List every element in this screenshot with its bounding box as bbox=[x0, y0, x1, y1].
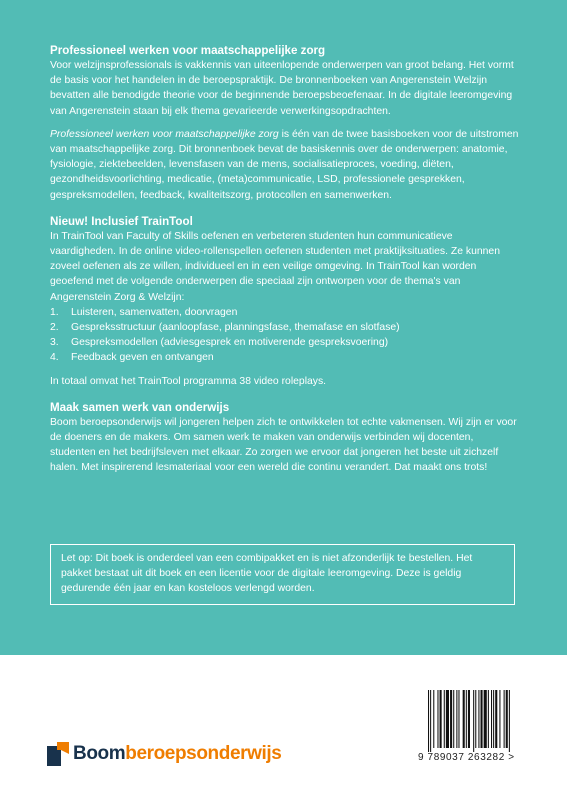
barcode-bar bbox=[458, 690, 459, 748]
barcode-bar bbox=[468, 690, 470, 748]
traintool-total-paragraph: In totaal omvat het TrainTool programma 38 video roleplays. bbox=[50, 375, 327, 387]
section-heading-samen-werk: Maak samen werk van onderwijs bbox=[50, 400, 230, 414]
traintool-topic-list bbox=[50, 305, 520, 366]
list-text: Feedback geven en ontvangen bbox=[71, 352, 214, 364]
barcode-bar bbox=[453, 690, 454, 748]
publisher-logo bbox=[47, 740, 281, 768]
book-title-italic: Professioneel werken voor maatschappelijke zorg bbox=[50, 128, 279, 140]
section-heading-professioneel: Professioneel werken voor maatschappelijke zorg bbox=[50, 44, 326, 57]
list-item bbox=[50, 335, 520, 350]
barcode-bar bbox=[488, 690, 489, 748]
boom-logo-mark-icon bbox=[47, 742, 69, 766]
barcode-bar bbox=[437, 690, 438, 748]
list-number: 1. bbox=[50, 306, 59, 318]
barcode-bar bbox=[433, 690, 434, 748]
barcode-bar bbox=[456, 690, 457, 748]
list-text: Luisteren, samenvatten, doorvragen bbox=[71, 306, 238, 318]
notice-text: Let op: Dit boek is onderdeel van een combipakket en is niet afzonderlijk te bestellen. Het pakket bestaat uit dit boek en een licentie voor de digitale leeromgeving. Deze is geldig gedurende één jaar en kan kosteloos verlengd worden. bbox=[61, 553, 473, 595]
publisher-name-beroepsonderwijs: beroepsonderwijs bbox=[125, 743, 282, 764]
barcode-bar bbox=[475, 690, 476, 748]
barcode-bar bbox=[491, 690, 492, 748]
list-item bbox=[50, 320, 520, 335]
publisher-name-boom: Boom bbox=[73, 743, 126, 764]
barcode-bar bbox=[484, 690, 487, 748]
barcode-bar bbox=[444, 690, 445, 748]
book-description-rest: is één van de twee basisboeken voor de uitstromen van maatschappelijke zorg. Dit bronnenboek bevat de basiskennis over de onderwerpen: anatomie, fysiologie, ziektebeelden, levensfasen van de mens, socialisatieproces, voeding, diëten, gezondheidsvoorlichting, medicatie, (meta)communicatie, LSD, professionele gesprekken, gespreksmodellen, feedback, kwaliteitszorg, protocollen en samenwerken. bbox=[50, 128, 519, 201]
list-text: Gespreksstructuur (aanloopfase, planningsfase, themafase en slotfase) bbox=[71, 322, 400, 334]
traintool-paragraph: In TrainTool van Faculty of Skills oefenen en verbeteren studenten hun communicatieve vaardigheden. In de online video-rollenspellen oefenen studenten met praktijksituaties. Ze kunnen zoveel oefenen als ze willen, individueel en in een veilige omgeving. In TrainTool kan worden geoefend met de volgende onderwerpen die speciaal zijn ontworpen voor de thema's van Angerenstein Zorg & Welzijn: bbox=[50, 230, 500, 303]
barcode-bar bbox=[430, 690, 431, 754]
barcode-bar bbox=[440, 690, 442, 748]
barcode-bar bbox=[506, 690, 508, 748]
isbn-number: 9 789037 263282 > bbox=[418, 752, 515, 763]
combipakket-notice-box bbox=[50, 544, 515, 605]
book-description-paragraph bbox=[50, 127, 520, 203]
publisher-mission-paragraph: Boom beroepsonderwijs wil jongeren helpen zich te ontwikkelen tot echte vakmensen. Wij zijn er voor de doeners en de makers. Om samen werk te maken van onderwijs verbinden wij docenten, studenten en het bedrijfsleven met elkaar. Zo zorgen we ervoor dat jongeren het beste uit zichzelf halen. Met inspirerend lesmateriaal voor een wereld die continu verandert. Dat maakt ons trots! bbox=[50, 416, 517, 474]
barcode-bar bbox=[450, 690, 452, 748]
barcode-bar bbox=[481, 690, 483, 748]
intro-paragraph: Voor welzijnsprofessionals is vakkennis van uiteenlopende onderwerpen van groot belang. Het vormt de basis voor het handelen in de beroepspraktijk. De bronnenboeken van Angerenstein Welzijn bevatten alle benodigde theorie voor de beginnende beroepsbeoefenaar. In de digitale leeromgeving van Angerenstein staan bij elk thema gevarieerde verwerkingsopdrachten. bbox=[50, 60, 514, 117]
list-item bbox=[50, 305, 520, 320]
barcode-bar bbox=[499, 690, 500, 748]
barcode-bar bbox=[478, 690, 479, 748]
list-number: 4. bbox=[50, 352, 59, 364]
barcode-bar bbox=[473, 690, 474, 754]
barcode-bar bbox=[428, 690, 429, 754]
barcode-bar bbox=[466, 690, 467, 748]
barcode-bar bbox=[493, 690, 494, 748]
list-item bbox=[50, 350, 520, 365]
barcode-bar bbox=[495, 690, 497, 748]
barcode-bar bbox=[504, 690, 505, 748]
section-heading-traintool: Nieuw! Inclusief TrainTool bbox=[50, 214, 193, 228]
barcode-bar bbox=[463, 690, 465, 748]
list-text: Gespreksmodellen (adviesgesprek en motiverende gespreksvoering) bbox=[71, 337, 389, 349]
back-cover-text bbox=[50, 43, 520, 476]
list-number: 3. bbox=[50, 337, 59, 349]
barcode-bar bbox=[509, 690, 510, 754]
list-number: 2. bbox=[50, 322, 59, 334]
barcode-bar bbox=[446, 690, 449, 748]
